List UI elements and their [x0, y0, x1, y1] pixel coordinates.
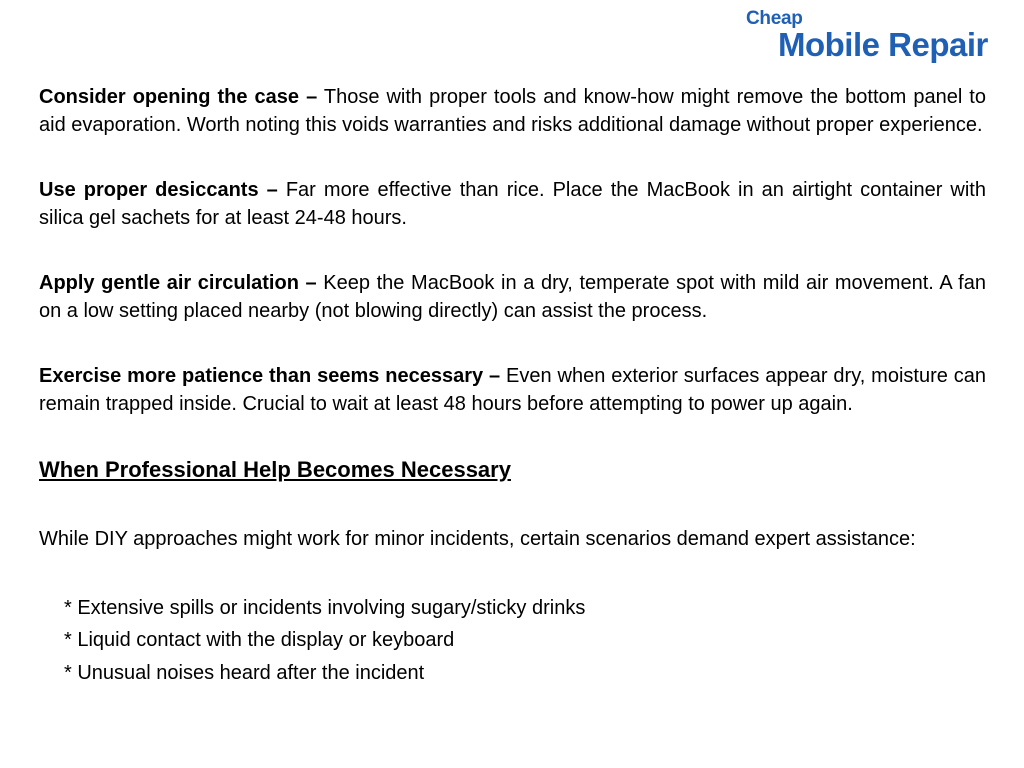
- intro-paragraph: While DIY approaches might work for minor incidents, certain scenarios demand expert assistance:: [39, 528, 916, 550]
- section-heading: When Professional Help Becomes Necessary: [39, 457, 511, 482]
- scenario-list: [39, 592, 986, 690]
- logo-cheap-text: Cheap: [746, 8, 803, 29]
- paragraph-desiccants: [39, 177, 986, 232]
- paragraph-patience: [39, 363, 986, 418]
- paragraph-open-case: [39, 84, 986, 139]
- logo-main-text: Mobile Repair: [778, 26, 988, 63]
- paragraph-lead: Exercise more patience than seems necessary –: [39, 365, 501, 387]
- list-item: * Extensive spills or incidents involving sugary/sticky drinks: [64, 596, 586, 619]
- paragraph-lead: Consider opening the case –: [39, 86, 318, 108]
- paragraph-lead: Use proper desiccants –: [39, 179, 278, 201]
- paragraph-text: Even when exterior surfaces appear dry, moisture can remain trapped inside. Crucial to wait at least 48 hours before attempting to power up again.: [39, 365, 986, 415]
- paragraph-air-circulation: [39, 270, 986, 325]
- paragraph-text: Those with proper tools and know-how might remove the bottom panel to aid evaporation. Worth noting this voids warranties and risks additional damage without proper experience.: [39, 86, 986, 136]
- list-item: * Unusual noises heard after the incident: [64, 661, 425, 684]
- list-item: * Liquid contact with the display or keyboard: [64, 629, 455, 651]
- brand-logo[interactable]: [744, 8, 1020, 74]
- paragraph-lead: Apply gentle air circulation –: [39, 272, 317, 294]
- paragraph-text: Keep the MacBook in a dry, temperate spot with mild air movement. A fan on a low setting placed nearby (not blowing directly) can assist the process.: [39, 272, 986, 322]
- document-body: [39, 84, 986, 689]
- paragraph-text: Far more effective than rice. Place the MacBook in an airtight container with silica gel sachets for at least 24-48 hours.: [39, 179, 986, 229]
